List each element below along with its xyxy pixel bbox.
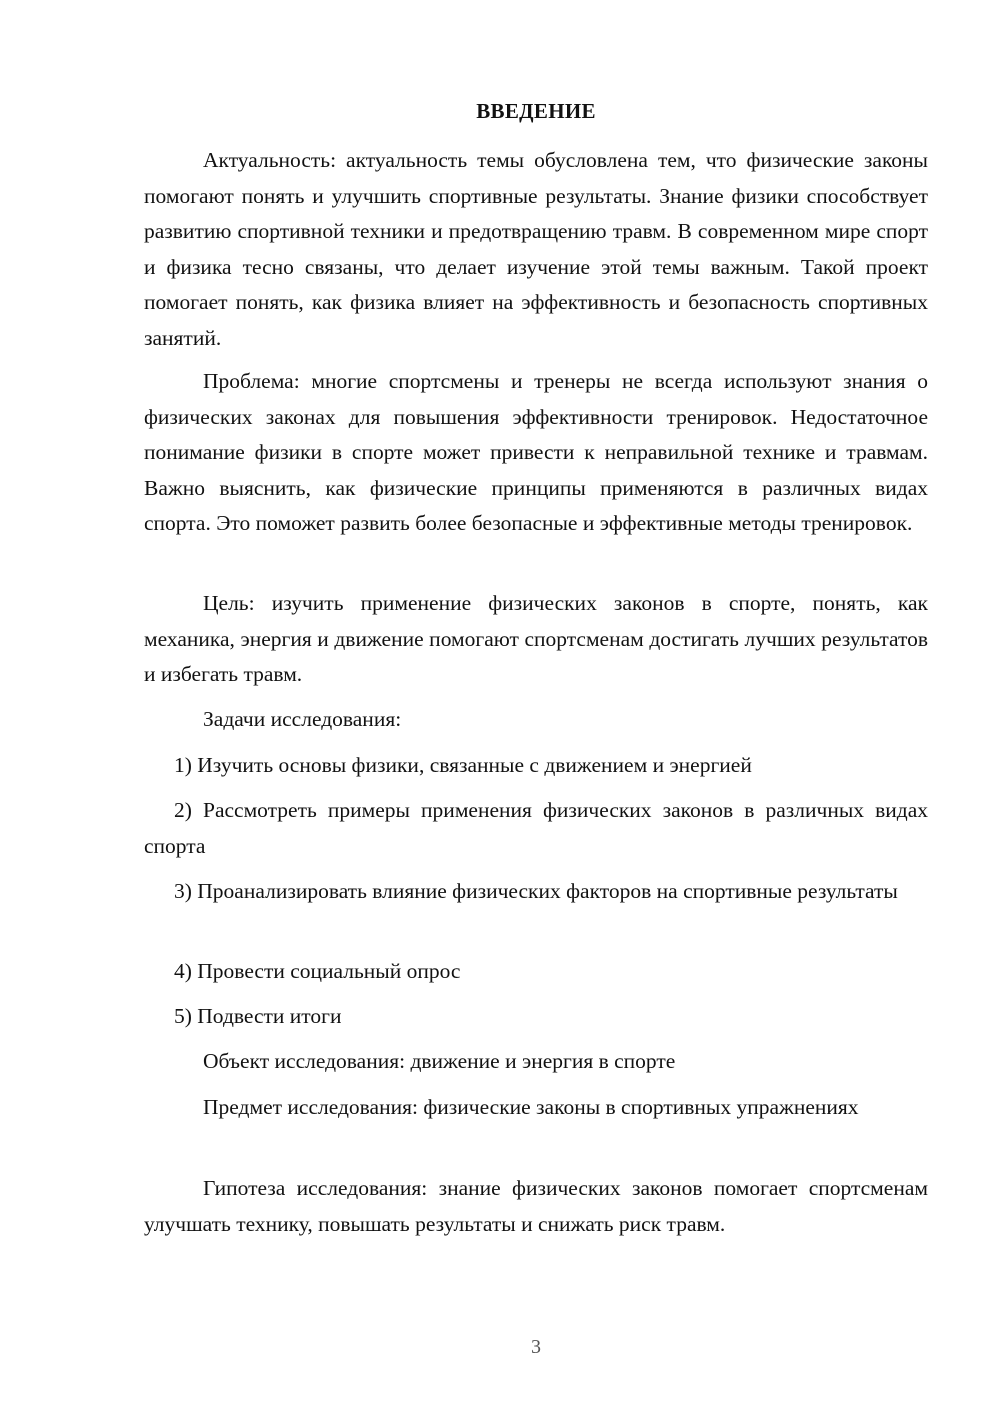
paragraph-hypothesis: Гипотеза исследования: знание физических законов помогает спортсменам улучшать технику, повышать результаты и снижать риск травм. [144,1176,928,1236]
task-item-5: 5) Подвести итоги [174,1004,342,1028]
paragraph-relevance: Актуальность: актуальность темы обусловлена тем, что физические законы помогают понять и улучшить спортивные результаты. Знание физики способствует развитию спортивной техники и предотвращению травм. В современном мире спорт и физика тесно связаны, что делает изучение этой темы важным. Такой проект помогает понять, как физика влияет на эффективность и безопасность спортивных занятий. [144,148,928,350]
page-number: 3 [531,1336,541,1358]
paragraph-subject: Предмет исследования: физические законы в спортивных упражнениях [203,1095,859,1119]
page-title: ВВЕДЕНИЕ [476,99,596,123]
tasks-title: Задачи исследования: [203,707,402,731]
task-item-1: 1) Изучить основы физики, связанные с движением и энергией [174,753,752,777]
task-item-3: 3) Проанализировать влияние физических факторов на спортивные результаты [174,879,898,903]
paragraph-goal: Цель: изучить применение физических законов в спорте, понять, как механика, энергия и движение помогают спортсменам достигать лучших результатов и избегать травм. [144,591,928,686]
paragraph-problem: Проблема: многие спортсмены и тренеры не всегда используют знания о физических законах для повышения эффективности тренировок. Недостаточное понимание физики в спорте может привести к неправильной технике и травмам. Важно выяснить, как физические принципы применяются в различных видах спорта. Это поможет развить более безопасные и эффективные методы тренировок. [144,369,928,535]
paragraph-object: Объект исследования: движение и энергия в спорте [203,1049,676,1073]
task-item-4: 4) Провести социальный опрос [174,959,461,983]
task-item-2: 2) Рассмотреть примеры применения физических законов в различных видах спорта [144,798,928,858]
